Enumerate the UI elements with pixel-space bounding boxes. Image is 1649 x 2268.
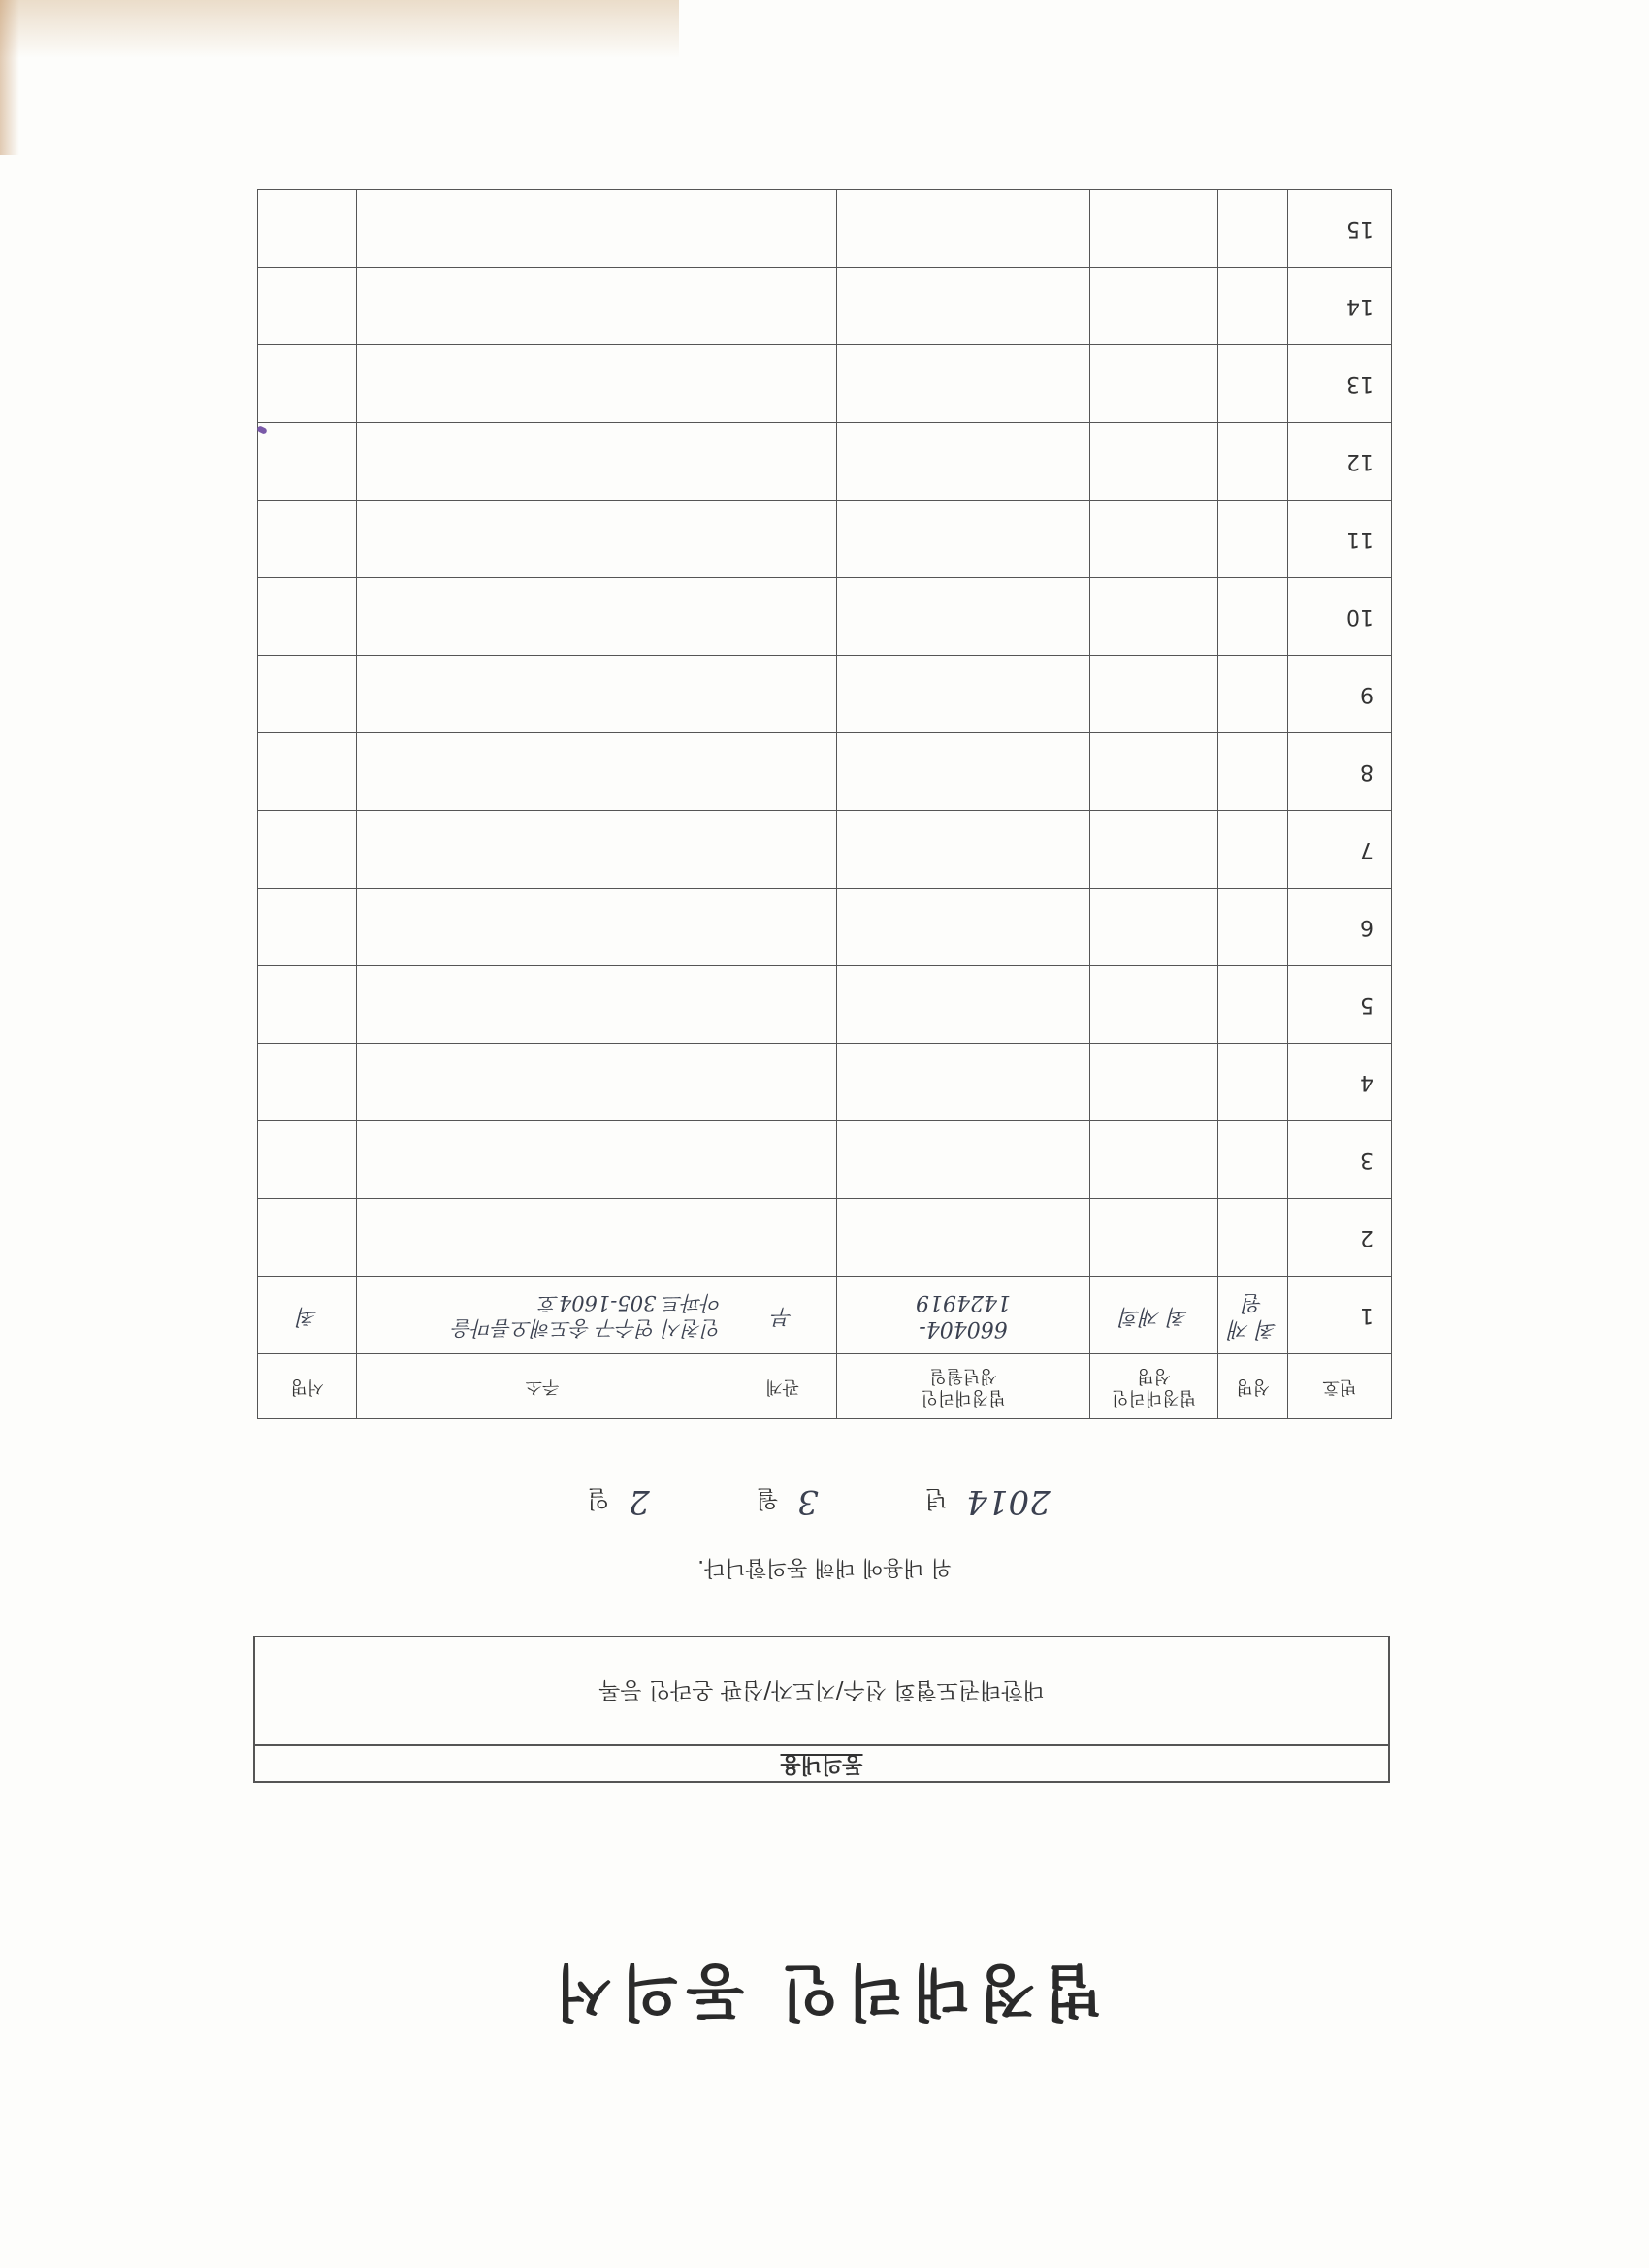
consent-header-label: 동의내용: [780, 1752, 863, 1776]
row-name: [1218, 811, 1287, 889]
table-row: [258, 966, 1392, 1044]
table-row: [258, 501, 1392, 578]
row-name: [1218, 578, 1287, 656]
row-number: 14: [1287, 268, 1391, 345]
row-number: 11: [1287, 501, 1391, 578]
row-number: 5: [1287, 966, 1391, 1044]
header-number: 번호: [1287, 1354, 1391, 1419]
row-address: [357, 345, 728, 423]
table-row: [258, 811, 1392, 889]
row-name: [1218, 656, 1287, 733]
row-name: [1218, 966, 1287, 1044]
row-signature: [258, 423, 357, 501]
row-address: [357, 1044, 728, 1121]
row-guardian-birth: [837, 423, 1089, 501]
row-relation: [728, 656, 837, 733]
row-guardian-birth: [837, 501, 1089, 578]
row-guardian-birth: [837, 1277, 1089, 1354]
document-title: 법정대리인 동의서: [546, 1957, 1103, 2027]
row-guardian-name: [1089, 268, 1218, 345]
date-year: [918, 1482, 1062, 1521]
row-guardian-name: 최 재희: [1089, 1277, 1218, 1354]
row-relation: [728, 268, 837, 345]
table-row: [258, 190, 1392, 268]
row-signature: 최: [258, 1277, 357, 1354]
row-number: 8: [1287, 733, 1391, 811]
row-number: 12: [1287, 423, 1391, 501]
row-name: [1218, 889, 1287, 966]
row-guardian-name: [1089, 423, 1218, 501]
row-signature: [258, 889, 357, 966]
header-guardian-birth-line2: 생년월일: [929, 1366, 997, 1386]
row-number: 6: [1287, 889, 1391, 966]
row-address: [357, 966, 728, 1044]
row-guardian-birth: [837, 966, 1089, 1044]
row-address: [357, 190, 728, 268]
row-relation: [728, 966, 837, 1044]
date-year-value: 2014: [966, 1482, 1051, 1521]
row-guardian-birth: [837, 811, 1089, 889]
row-guardian-birth: [837, 656, 1089, 733]
row-guardian-birth: [837, 268, 1089, 345]
header-signature: 서명: [258, 1354, 357, 1419]
table-row: [258, 423, 1392, 501]
row-guardian-name: [1089, 656, 1218, 733]
row-number: 2: [1287, 1199, 1391, 1277]
row-address: [357, 268, 728, 345]
table-row: [258, 578, 1392, 656]
row-name: [1218, 345, 1287, 423]
row-signature: [258, 1121, 357, 1199]
row-guardian-birth: [837, 1044, 1089, 1121]
date-month-value: 3: [797, 1482, 819, 1521]
table-row: [258, 1277, 1392, 1354]
row-name: [1218, 268, 1287, 345]
row-address: [357, 811, 728, 889]
row-signature: [258, 501, 357, 578]
header-address: 주소: [357, 1354, 728, 1419]
row-guardian-name: [1089, 1199, 1218, 1277]
row-guardian-birth: [837, 190, 1089, 268]
row-guardian-name: [1089, 1121, 1218, 1199]
table-row: [258, 1121, 1392, 1199]
row-name: [1218, 1199, 1287, 1277]
row-guardian-name: [1089, 1044, 1218, 1121]
row-signature: [258, 656, 357, 733]
row-relation: [728, 1044, 837, 1121]
row-relation: [728, 733, 837, 811]
row-signature: [258, 733, 357, 811]
header-name: 성명: [1218, 1354, 1287, 1419]
date-day-value: 2: [629, 1482, 650, 1521]
row-address: [357, 889, 728, 966]
guardian-consent-table: [257, 189, 1392, 1419]
row-signature: [258, 1044, 357, 1121]
row-number: 10: [1287, 578, 1391, 656]
table-row: [258, 656, 1392, 733]
row-relation: [728, 889, 837, 966]
header-guardian-name: [1089, 1354, 1218, 1419]
row-name: [1218, 733, 1287, 811]
row-guardian-birth: [837, 889, 1089, 966]
row-address: [357, 501, 728, 578]
row-signature: [258, 268, 357, 345]
row-guardian-name: [1089, 578, 1218, 656]
row-relation: 부: [728, 1277, 837, 1354]
row-guardian-birth-line2: 1424919: [915, 1290, 1011, 1315]
row-address-line1: 인천시 연수구 송도해오름마을: [452, 1315, 722, 1340]
row-guardian-name: [1089, 733, 1218, 811]
row-address: [357, 1277, 728, 1354]
consent-header: [255, 1744, 1388, 1781]
row-number: 9: [1287, 656, 1391, 733]
row-guardian-birth: [837, 1121, 1089, 1199]
row-name: [1218, 501, 1287, 578]
row-address: [357, 1199, 728, 1277]
header-relation: 관계: [728, 1354, 837, 1419]
row-signature: [258, 345, 357, 423]
row-number: 1: [1287, 1277, 1391, 1354]
date-day-unit: 일: [587, 1485, 610, 1512]
table-header-row: [258, 1354, 1392, 1419]
table-row: [258, 345, 1392, 423]
row-relation: [728, 1121, 837, 1199]
header-guardian-birth-line1: 법정대리인: [921, 1387, 1006, 1409]
table-row: [258, 889, 1392, 966]
row-address: [357, 423, 728, 501]
row-name: [1218, 1121, 1287, 1199]
row-relation: [728, 811, 837, 889]
header-guardian-name-line1: 법정대리인: [1112, 1387, 1196, 1409]
row-guardian-birth: [837, 1199, 1089, 1277]
date-line: [0, 1482, 1649, 1521]
row-number: 4: [1287, 1044, 1391, 1121]
paper-stain: [0, 0, 679, 58]
row-relation: [728, 345, 837, 423]
row-guardian-name: [1089, 501, 1218, 578]
row-number: 15: [1287, 190, 1391, 268]
date-month-unit: 월: [756, 1485, 779, 1512]
row-relation: [728, 190, 837, 268]
date-year-unit: 년: [924, 1485, 948, 1512]
row-guardian-name: [1089, 190, 1218, 268]
row-signature: [258, 1199, 357, 1277]
row-name: [1218, 1044, 1287, 1121]
header-guardian-birth: [837, 1354, 1089, 1419]
consent-content: 대한태권도협회 선수/지도자/심판 온라인 등록: [598, 1677, 1045, 1702]
row-address: [357, 733, 728, 811]
row-name: [1218, 423, 1287, 501]
row-relation: [728, 1199, 837, 1277]
consent-box: [253, 1636, 1390, 1783]
row-guardian-name: [1089, 889, 1218, 966]
row-signature: [258, 190, 357, 268]
row-name: [1218, 190, 1287, 268]
row-guardian-birth: [837, 733, 1089, 811]
date-month: [749, 1482, 830, 1521]
row-relation: [728, 578, 837, 656]
row-relation: [728, 501, 837, 578]
header-guardian-name-line2: 성명: [1137, 1366, 1171, 1386]
row-guardian-name: [1089, 966, 1218, 1044]
table-row: [258, 1199, 1392, 1277]
row-guardian-name: [1089, 811, 1218, 889]
row-guardian-birth: [837, 345, 1089, 423]
date-day: [587, 1482, 661, 1521]
agree-statement: 위 내용에 대해 동의합니다.: [697, 1555, 952, 1579]
table-row: [258, 1044, 1392, 1121]
row-address: [357, 578, 728, 656]
table-row: [258, 733, 1392, 811]
row-relation: [728, 423, 837, 501]
row-number: 3: [1287, 1121, 1391, 1199]
row-address: [357, 1121, 728, 1199]
paper-stain-edge: [0, 0, 19, 155]
row-guardian-name: [1089, 345, 1218, 423]
row-number: 7: [1287, 811, 1391, 889]
row-signature: [258, 966, 357, 1044]
row-address-line2: 아파트 305-1604호: [538, 1291, 722, 1315]
row-number: 13: [1287, 345, 1391, 423]
row-signature: [258, 578, 357, 656]
row-guardian-birth-line1: 660404-: [919, 1315, 1008, 1341]
row-address: [357, 656, 728, 733]
row-name: 최 재원: [1218, 1277, 1287, 1354]
row-signature: [258, 811, 357, 889]
table-body: [258, 190, 1392, 1354]
table-row: [258, 268, 1392, 345]
row-guardian-birth: [837, 578, 1089, 656]
